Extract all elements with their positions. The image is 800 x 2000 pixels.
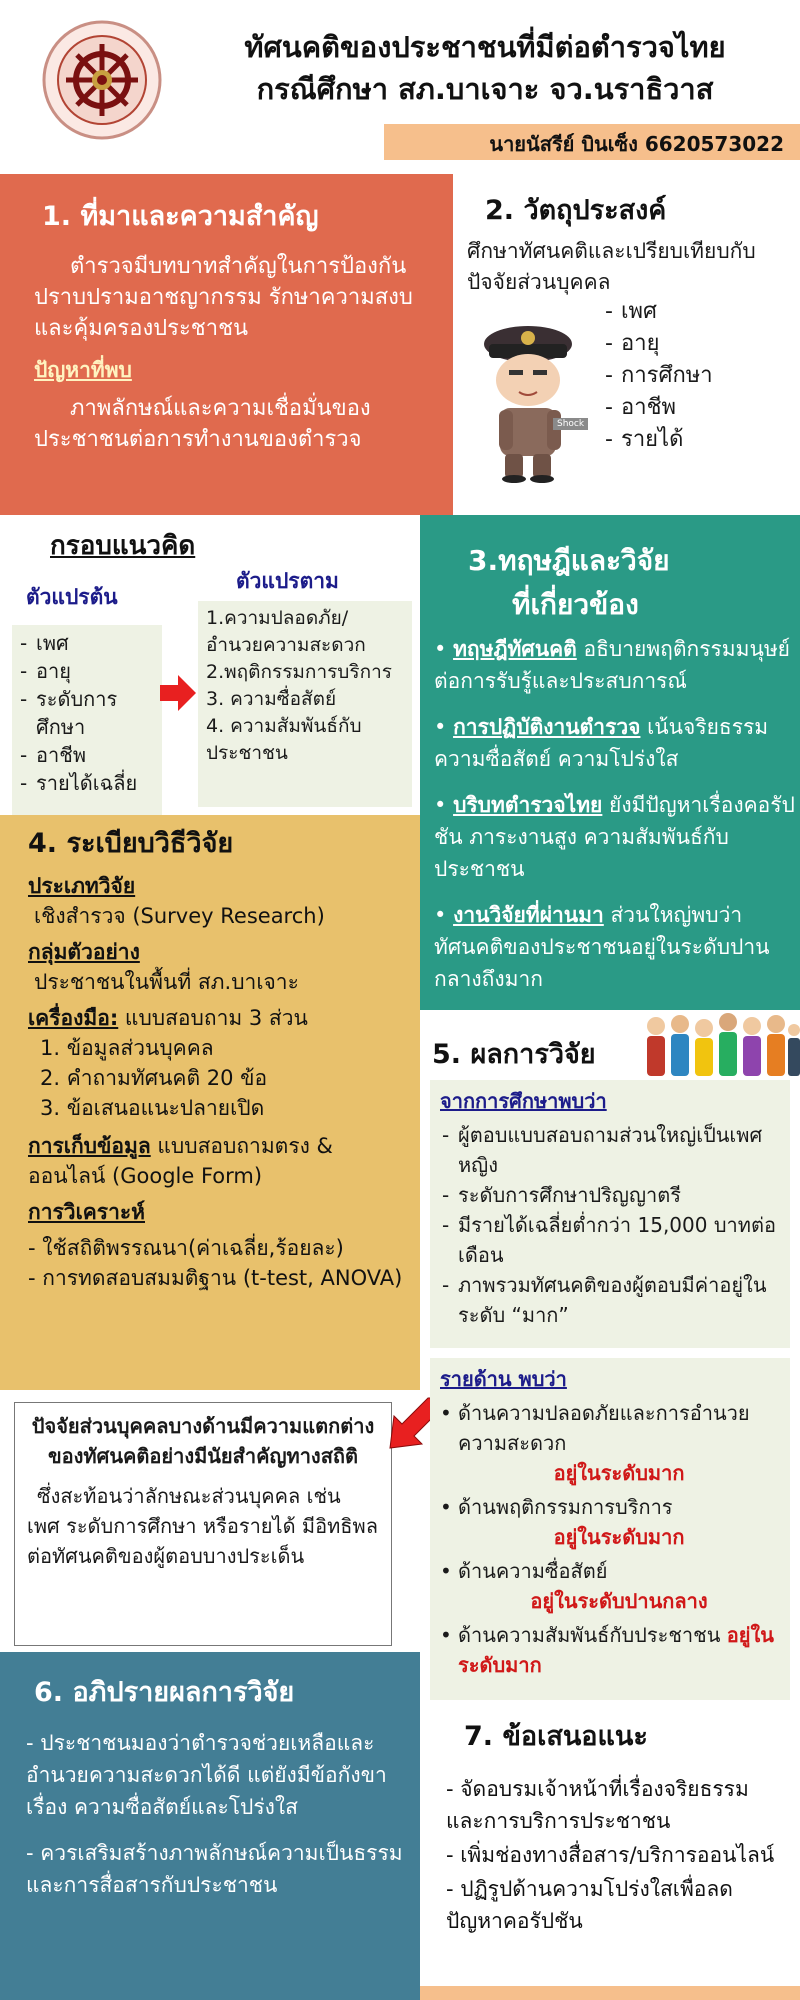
- objective-factor-list: [603, 296, 713, 456]
- objective-item: - รายได้: [603, 424, 713, 456]
- section-recommendations: [420, 1700, 800, 2000]
- problem-body: ภาพลักษณ์และความเชื่อมั่นของประชาชนต่อการทำงานของตำรวจ: [34, 396, 371, 452]
- tool-value: แบบสอบถาม 3 ส่วน: [118, 1006, 308, 1030]
- factor-significance-box: [14, 1402, 392, 1646]
- section1-body: ตำรวจมีบทบาทสำคัญในการป้องกันปราบปรามอาชญากรรม รักษาความสงบ และคุ้มครองประชาชน: [34, 254, 413, 341]
- theory-list: [434, 633, 796, 995]
- findings-head: จากการศึกษาพบว่า: [440, 1089, 607, 1113]
- dependent-variable: 1.ความปลอดภัย/อำนวยความสะดวก: [206, 607, 366, 656]
- section-results: [420, 1010, 800, 1700]
- right-arrow-icon: [158, 673, 198, 713]
- theory-item: • บริบทตำรวจไทย ยังมีปัญหาเรื่องคอรัปชัน ภาระงานสูง ความสัมพันธ์กับประชาชน: [434, 793, 795, 881]
- collect-head: การเก็บข้อมูล: [28, 1134, 151, 1158]
- section2-title: 2. วัตถุประสงค์: [485, 195, 667, 226]
- section3-title-line2: ที่เกี่ยวข้อง: [512, 588, 639, 621]
- poster-title-line1: ทัศนคติของประชาชนที่มีต่อตำรวจไทย: [244, 30, 726, 64]
- section-background-and-significance: [0, 174, 453, 515]
- section-discussion: [0, 1652, 420, 2000]
- section5-title: 5. ผลการวิจัย: [432, 1039, 596, 1070]
- recommendation-item: - จัดอบรมเจ้าหน้าที่เรื่องจริยธรรมและการบริการประชาชน: [446, 1777, 749, 1833]
- author-name: นายนัสรีย์ บินเซ็ง 6620573022: [489, 132, 784, 156]
- aspect-label: ด้านพฤติกรรมการบริการ: [458, 1495, 673, 1519]
- analysis-item: - การทดสอบสมมติฐาน (t-test, ANOVA): [28, 1266, 403, 1290]
- independent-variable: - เพศ: [18, 629, 156, 657]
- finding-item: - ผู้ตอบแบบสอบถามส่วนใหญ่เป็นเพศหญิง: [440, 1120, 780, 1180]
- aspect-label: ด้านความซื่อสัตย์: [458, 1559, 608, 1583]
- objective-item: - เพศ: [603, 296, 713, 328]
- aspect-item: [440, 1398, 780, 1488]
- objective-item: - การศึกษา: [603, 360, 713, 392]
- tool-item: 1. ข้อมูลส่วนบุคคล: [40, 1036, 214, 1060]
- aspect-label: ด้านความปลอดภัยและการอำนวยความสะดวก: [458, 1401, 750, 1455]
- independent-variables-title: ตัวแปรต้น: [26, 585, 118, 609]
- objective-item: - อาชีพ: [603, 392, 713, 424]
- independent-variables-box: [12, 625, 162, 815]
- framework-title: กรอบแนวคิด: [50, 531, 196, 561]
- poster-title-line2: กรณีศึกษา สภ.บาเจาะ จว.นราธิวาส: [256, 72, 714, 106]
- aspect-level: อยู่ในระดับมาก: [553, 1461, 685, 1485]
- section6-title: 6. อภิปรายผลการวิจัย: [34, 1677, 295, 1708]
- discussion-item: - ประชาชนมองว่าตำรวจช่วยเหลือและอำนวยความสะดวกได้ดี แต่ยังมีข้อกังขาเรื่อง ความซื่อสัตย์และโปร่งใส: [26, 1731, 387, 1819]
- factor-box-title: ปัจจัยส่วนบุคคลบางด้านมีความแตกต่างของทัศนคติอย่างมีนัยสำคัญทางสถิติ: [31, 1414, 375, 1468]
- theory-item-text: เน้นจริยธรรมความซื่อสัตย์ ความโปร่งใส: [434, 715, 769, 771]
- section7-title: 7. ข้อเสนอแนะ: [464, 1721, 648, 1752]
- theory-item-text: ยังมีปัญหาเรื่องคอรัปชัน ภาระงานสูง ความสัมพันธ์กับประชาชน: [434, 793, 795, 881]
- analysis-item: - ใช้สถิติพรรณนา(ค่าเฉลี่ย,ร้อยละ): [28, 1236, 344, 1260]
- research-type-value: เชิงสำรวจ (Survey Research): [34, 904, 325, 928]
- header: [0, 0, 800, 165]
- section-conceptual-framework: [0, 515, 420, 813]
- section-theory-and-related-research: [420, 515, 800, 1010]
- section3-title-line1: 3.ทฤษฎีและวิจัย: [468, 544, 670, 577]
- dependent-variable: 2.พฤติกรรมการบริการ: [206, 661, 392, 683]
- independent-variable: - ระดับการศึกษา: [18, 685, 156, 741]
- theory-item-text: ส่วนใหญ่พบว่าทัศนคติของประชาชนอยู่ในระดับปานกลางถึงมาก: [434, 903, 770, 991]
- problem-title: ปัญหาที่พบ: [34, 358, 132, 382]
- aspects-box: [430, 1358, 790, 1700]
- independent-variable: - รายได้เฉลี่ย: [18, 769, 156, 797]
- theory-item: • ทฤษฎีทัศนคติ อธิบายพฤติกรรมมนุษย์ต่อการรับรู้และประสบการณ์: [434, 637, 790, 693]
- footer-accent-bar: [420, 1986, 800, 2000]
- section-objectives: [453, 174, 800, 515]
- theory-item: • การปฏิบัติงานตำรวจ เน้นจริยธรรมความซื่อสัตย์ ความโปร่งใส: [434, 715, 769, 771]
- independent-variable: - อาชีพ: [18, 741, 156, 769]
- theory-item-text: อธิบายพฤติกรรมมนุษย์ต่อการรับรู้และประสบการณ์: [434, 637, 790, 693]
- tool-item: 3. ข้อเสนอแนะปลายเปิด: [40, 1096, 265, 1120]
- crowd-illustration-icon: [642, 1010, 800, 1080]
- recommendation-item: - เพิ่มช่องทางสื่อสาร/บริการออนไลน์: [446, 1843, 775, 1867]
- findings-box: [430, 1080, 790, 1348]
- factor-box-body: ซึ่งสะท้อนว่าลักษณะส่วนบุคคล เช่น เพศ ระดับการศึกษา หรือรายได้ มีอิทธิพลต่อทัศนคติของผู้ตอบบางประเด็น: [27, 1484, 378, 1568]
- aspect-item: [440, 1492, 780, 1552]
- tool-line: [28, 1003, 406, 1033]
- dependent-variables-box: [198, 601, 412, 807]
- dependent-variable: 4. ความสัมพันธ์กับประชาชน: [206, 715, 362, 764]
- independent-variable: - อายุ: [18, 657, 156, 685]
- theory-item-head: บริบทตำรวจไทย: [453, 793, 603, 817]
- research-type-head: ประเภทวิจัย: [28, 874, 136, 898]
- finding-item: - ระดับการศึกษาปริญญาตรี: [440, 1180, 780, 1210]
- sample-value: ประชาชนในพื้นที่ สภ.บาเจาะ: [34, 970, 299, 994]
- aspect-item: [440, 1620, 780, 1680]
- theory-item: • งานวิจัยที่ผ่านมา ส่วนใหญ่พบว่าทัศนคติของประชาชนอยู่ในระดับปานกลางถึงมาก: [434, 903, 770, 991]
- theory-item-head: ทฤษฎีทัศนคติ: [453, 637, 577, 661]
- dependent-variables-title: ตัวแปรตาม: [236, 569, 339, 593]
- sample-head: กลุ่มตัวอย่าง: [28, 940, 140, 964]
- theory-item-head: การปฏิบัติงานตำรวจ: [453, 715, 641, 739]
- section1-title: 1. ที่มาและความสำคัญ: [42, 201, 319, 232]
- objective-item: - อายุ: [603, 328, 713, 360]
- section2-intro: ศึกษาทัศนคติและเปรียบเทียบกับปัจจัยส่วนบุคคล: [467, 239, 756, 294]
- finding-item: - มีรายได้เฉลี่ยต่ำกว่า 15,000 บาทต่อเดือน: [440, 1210, 780, 1270]
- aspect-level: อยู่ในระดับปานกลาง: [530, 1589, 708, 1613]
- dependent-variable: 3. ความซื่อสัตย์: [206, 688, 337, 710]
- collect-line: [28, 1131, 406, 1191]
- aspect-label: ด้านความสัมพันธ์กับประชาชน: [458, 1623, 721, 1647]
- finding-item: - ภาพรวมทัศนคติของผู้ตอบมีค่าอยู่ในระดับ “มาก”: [440, 1270, 780, 1330]
- aspect-level: อยู่ในระดับมาก: [553, 1525, 685, 1549]
- university-logo-icon: [40, 18, 164, 142]
- recommendation-item: - ปฏิรูปด้านความโปร่งใสเพื่อลดปัญหาคอรัปชัน: [446, 1877, 733, 1933]
- aspect-item: [440, 1556, 780, 1616]
- police-mascot-icon: [473, 314, 583, 484]
- discussion-item: - ควรเสริมสร้างภาพลักษณ์ความเป็นธรรม และการสื่อสารกับประชาชน: [26, 1841, 403, 1897]
- analysis-head: การวิเคราะห์: [28, 1200, 145, 1224]
- tool-head: เครื่องมือ:: [28, 1006, 119, 1030]
- theory-item-head: งานวิจัยที่ผ่านมา: [453, 903, 604, 927]
- aspect-level: อยู่ในระดับมาก: [458, 1623, 774, 1677]
- aspects-head: รายด้าน พบว่า: [440, 1367, 567, 1391]
- tool-item: 2. คำถามทัศนคติ 20 ข้อ: [40, 1066, 268, 1090]
- collect-value: แบบสอบถามตรง & ออนไลน์ (Google Form): [28, 1134, 333, 1188]
- section-research-methodology: [0, 815, 420, 1390]
- section4-title: 4. ระเบียบวิธีวิจัย: [28, 828, 234, 859]
- mascot-caption: Shock: [553, 418, 588, 430]
